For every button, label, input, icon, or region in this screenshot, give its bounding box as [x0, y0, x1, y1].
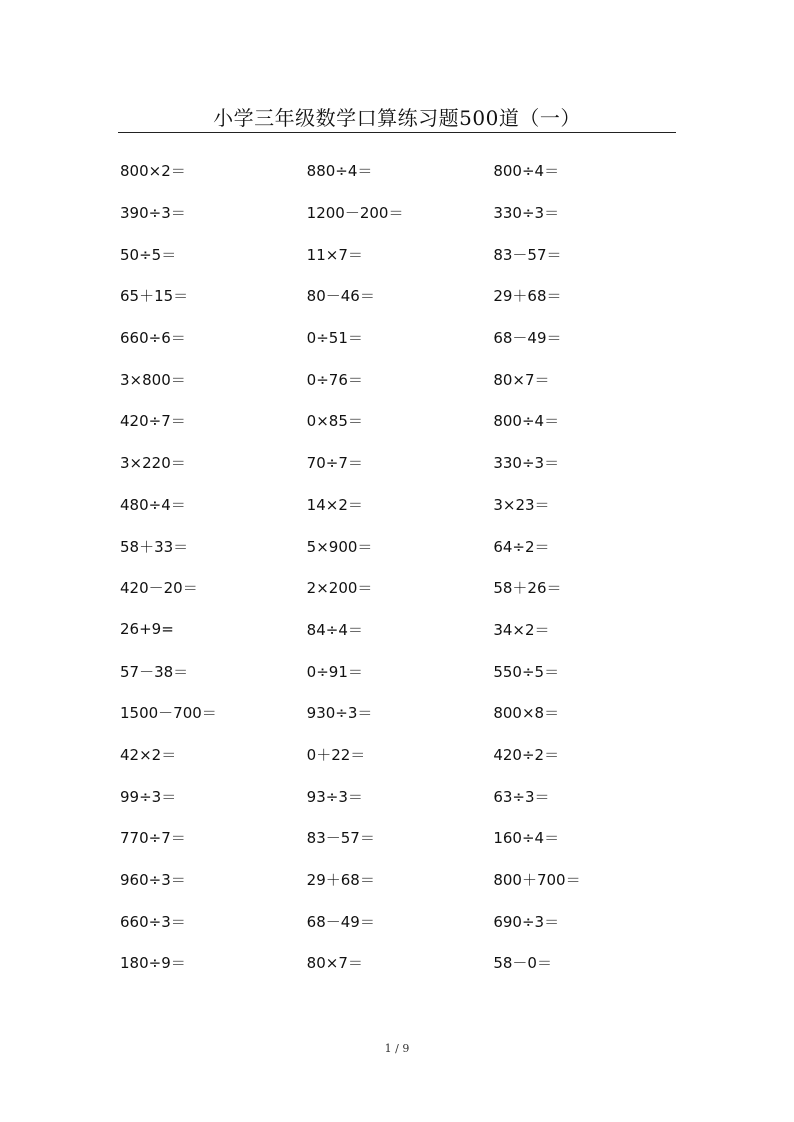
- problem-item: 65＋15＝: [120, 287, 189, 306]
- problem-item: 800÷4＝: [493, 412, 560, 431]
- problem-item: 770÷7＝: [120, 829, 186, 848]
- problem-item: 0÷51＝: [306, 329, 363, 348]
- problem-item: 84÷4＝: [306, 620, 363, 639]
- problem-item: 58＋33＝: [120, 537, 189, 556]
- problem-row: [120, 775, 680, 817]
- problem-item: 0÷76＝: [306, 370, 363, 389]
- problem-item: 29＋68＝: [306, 871, 375, 890]
- problem-item: 26+9=: [120, 620, 174, 639]
- problem-item: 420÷7＝: [120, 412, 186, 431]
- problem-item: 800÷4＝: [493, 162, 560, 181]
- problem-item: 330÷3＝: [493, 454, 560, 473]
- problem-item: 550÷5＝: [493, 662, 560, 681]
- problem-item: 420÷2＝: [493, 745, 560, 764]
- problem-item: 93÷3＝: [306, 787, 363, 806]
- problem-item: 68－49＝: [306, 912, 375, 931]
- problem-row: [120, 150, 680, 192]
- problem-item: 70÷7＝: [306, 454, 363, 473]
- problem-item: 160÷4＝: [493, 829, 560, 848]
- problem-row: [120, 650, 680, 692]
- problem-item: 83－57＝: [306, 829, 375, 848]
- problem-item: 0×85＝: [306, 412, 363, 431]
- problem-item: 880÷4＝: [306, 162, 373, 181]
- problem-row: [120, 192, 680, 234]
- problem-row: [120, 734, 680, 776]
- problem-item: 3×220＝: [120, 454, 186, 473]
- problem-row: [120, 317, 680, 359]
- problem-item: 29＋68＝: [493, 287, 562, 306]
- problem-row: [120, 609, 680, 651]
- problem-item: 68－49＝: [493, 329, 562, 348]
- problem-row: [120, 358, 680, 400]
- title-block: [118, 103, 676, 133]
- problem-item: 1500－700＝: [120, 704, 217, 723]
- problem-item: 800＋700＝: [493, 871, 581, 890]
- problem-item: 14×2＝: [306, 495, 363, 514]
- problem-item: 57－38＝: [120, 662, 189, 681]
- problem-grid: [120, 150, 680, 984]
- problem-row: [120, 525, 680, 567]
- problem-item: 390÷3＝: [120, 204, 186, 223]
- problem-item: 64÷2＝: [493, 537, 550, 556]
- problem-item: 5×900＝: [306, 537, 373, 556]
- problem-item: 80×7＝: [306, 954, 363, 973]
- problem-item: 63÷3＝: [493, 787, 550, 806]
- problem-item: 80×7＝: [493, 370, 550, 389]
- problem-row: [120, 942, 680, 984]
- problem-row: [120, 900, 680, 942]
- problem-item: 660÷3＝: [120, 912, 186, 931]
- problem-row: [120, 484, 680, 526]
- problem-item: 50÷5＝: [120, 245, 177, 264]
- problem-item: 800×8＝: [493, 704, 560, 723]
- problem-item: 99÷3＝: [120, 787, 177, 806]
- problem-item: 420－20＝: [120, 579, 198, 598]
- problem-item: 180÷9＝: [120, 954, 186, 973]
- page-number: 1 / 9: [384, 1042, 410, 1055]
- problem-item: 0÷91＝: [306, 662, 363, 681]
- problem-item: 3×800＝: [120, 370, 186, 389]
- problem-item: 1200－200＝: [306, 204, 404, 223]
- problem-item: 2×200＝: [306, 579, 373, 598]
- problem-item: 58＋26＝: [493, 579, 562, 598]
- problem-item: 58－0＝: [493, 954, 552, 973]
- problem-item: 800×2＝: [120, 162, 186, 181]
- problem-item: 0＋22＝: [306, 745, 366, 764]
- problem-item: 34×2＝: [493, 620, 550, 639]
- problem-row: [120, 567, 680, 609]
- problem-item: 11×7＝: [306, 245, 363, 264]
- problem-row: [120, 275, 680, 317]
- problem-row: [120, 442, 680, 484]
- problem-item: 960÷3＝: [120, 871, 186, 890]
- problem-item: 660÷6＝: [120, 329, 186, 348]
- problem-item: 42×2＝: [120, 745, 177, 764]
- problem-row: [120, 233, 680, 275]
- problem-row: [120, 692, 680, 734]
- problem-item: 3×23＝: [493, 495, 550, 514]
- problem-item: 690÷3＝: [493, 912, 560, 931]
- problem-item: 480÷4＝: [120, 495, 186, 514]
- problem-row: [120, 859, 680, 901]
- problem-row: [120, 817, 680, 859]
- problem-item: 83－57＝: [493, 245, 562, 264]
- problem-item: 80－46＝: [306, 287, 375, 306]
- page-title: 小学三年级数学口算练习题500道（一）: [213, 106, 581, 130]
- problem-item: 930÷3＝: [306, 704, 373, 723]
- problem-row: [120, 400, 680, 442]
- problem-item: 330÷3＝: [493, 204, 560, 223]
